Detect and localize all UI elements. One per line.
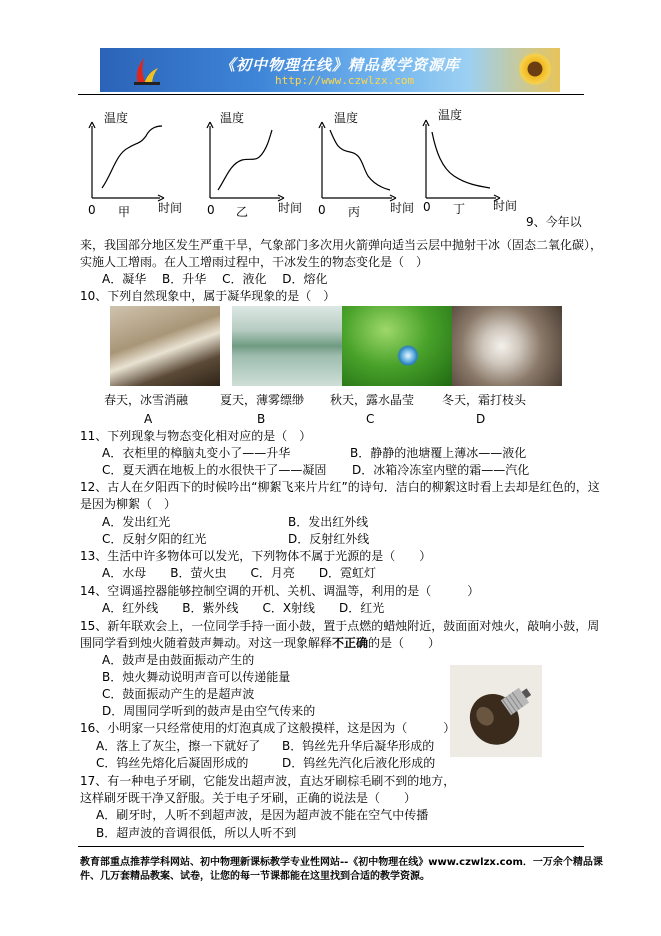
- q16-option-b: B．钨丝先升华后凝华形成的: [282, 739, 435, 753]
- q14-options: A．红外线 B．紫外线 C．X射线 D．红光: [102, 601, 385, 615]
- q11-option-a: A．衣柜里的樟脑丸变小了——升华: [102, 446, 291, 460]
- q15-option-c: C．鼓面振动产生的是超声波: [102, 687, 255, 701]
- q16-option-c: C．钨丝先熔化后凝固形成的: [96, 756, 249, 770]
- footer-line2: 件、几万套精品教案、试卷，让您的每一节课都能在这里找到合适的教学资源。: [80, 871, 430, 882]
- q10-caption-a: 春天，冰雪消融: [104, 393, 189, 407]
- q17-line1: 17、有一种电子牙刷，它能发出超声波，直达牙刷棕毛刷不到的地方，: [80, 774, 456, 788]
- footer-line1: 教育部重点推荐学科网站、初中物理新课标教学专业性网站--《初中物理在线》www.czwlzx.com．一万余个精品课: [80, 857, 603, 868]
- q17-line2: 这样刷牙既干净又舒服。关于电子牙刷，正确的说法是（ ）: [80, 791, 417, 805]
- graph-yi-origin: 0: [207, 203, 215, 217]
- q11-option-b: B．静静的池塘覆上薄冰——液化: [350, 446, 527, 460]
- q10-caption-d: 冬天，霜打枝头: [442, 393, 527, 407]
- q11-option-d: D．冰箱冷冻室内壁的霜——汽化: [352, 463, 530, 477]
- graph-yi-name: 乙: [236, 205, 249, 219]
- q10-letter-b: B: [257, 412, 266, 426]
- photo-ice-melting: [110, 306, 220, 386]
- q15-option-d: D．周围同学听到的鼓声是由空气传来的: [102, 704, 316, 718]
- graph-bing-origin: 0: [318, 203, 326, 217]
- q12-line2: 是因为柳絮（ ）: [80, 497, 177, 511]
- curve-jia: [102, 126, 162, 188]
- q13-options: A．水母 B．萤火虫 C．月亮 D．霓虹灯: [102, 566, 377, 580]
- q16-option-a: A．落上了灰尘，擦一下就好了: [96, 739, 261, 753]
- q10-letter-a: A: [144, 412, 153, 426]
- q15-line2-post: 的是（ ）: [368, 636, 441, 650]
- graph-jia-ylabel: 温度: [104, 111, 129, 125]
- q10-caption-c: 秋天，露水晶莹: [330, 393, 415, 407]
- q12-line1: 12、古人在夕阳西下的时候吟出“柳絮飞来片片红”的诗句．洁白的柳絮这时看上去却是红色的，这: [80, 480, 600, 494]
- site-logo-icon: [130, 54, 162, 86]
- q11-stem: 11、下列现象与物态变化相对应的是（ ）: [80, 429, 312, 443]
- curve-ding: [432, 132, 490, 188]
- q10-letter-d: D: [476, 412, 486, 426]
- photo-dew: [342, 306, 452, 386]
- header-banner: [100, 48, 560, 92]
- q17-option-a: A．刷牙时，人听不到超声波，是因为超声波不能在空气中传播: [96, 808, 429, 822]
- q15-line1: 15、新年联欢会上，一位同学手持一面小鼓，置于点燃的蜡烛附近，鼓面面对烛火，敲响小鼓，周: [80, 619, 600, 633]
- q10-letter-c: C: [366, 412, 375, 426]
- q12-option-c: C．反射夕阳的红光: [102, 532, 207, 546]
- blackened-bulb-image: [450, 665, 542, 757]
- graph-yi-ylabel: 温度: [220, 111, 245, 125]
- graph-jia-xlabel: 时间: [158, 201, 183, 215]
- q11-option-c: C．夏天洒在地板上的水很快干了——凝固: [102, 463, 327, 477]
- q15-line2-pre: 围同学看到烛火随着鼓声舞动。对这一现象解释: [80, 636, 333, 650]
- q14-stem: 14、空调遥控器能够控制空调的开机、关机、调温等，利用的是（ ）: [80, 584, 480, 598]
- q15-line2: [80, 636, 440, 650]
- photo-mist: [232, 306, 342, 386]
- banner-title: 《初中物理在线》精品教学资源库: [220, 56, 461, 74]
- graph-jia-origin: 0: [88, 203, 96, 217]
- photo-frost: [452, 306, 562, 386]
- graph-jia-name: 甲: [118, 205, 131, 219]
- graph-ding-name: 丁: [453, 202, 466, 216]
- q13-stem: 13、生活中许多物体可以发光，下列物体不属于光源的是（ ）: [80, 549, 432, 563]
- q9-line2: 实施人工增雨。在人工增雨过程中，干冰发生的物态变化是（ ）: [80, 255, 429, 269]
- q9-line1: 来，我国部分地区发生严重干旱，气象部门多次用火箭弹向适当云层中抛射干冰（固态二氧化碳），: [80, 238, 603, 252]
- graph-bing-ylabel: 温度: [334, 111, 359, 125]
- graph-ding-ylabel: 温度: [438, 108, 463, 122]
- banner-url: http://www.czwlzx.com: [275, 74, 415, 87]
- q15-line2-emphasis: 不正确: [332, 636, 369, 650]
- q12-option-b: B．发出红外线: [288, 515, 369, 529]
- graph-yi-xlabel: 时间: [278, 201, 303, 215]
- header-rule: [78, 94, 584, 95]
- graph-ding-xlabel: 时间: [493, 199, 518, 213]
- graph-bing-xlabel: 时间: [390, 201, 415, 215]
- graph-bing-name: 丙: [348, 205, 361, 219]
- q15-option-b: B．烛火舞动说明声音可以传递能量: [102, 670, 291, 684]
- q12-option-a: A．发出红光: [102, 515, 171, 529]
- q9-start: 9、今年以: [526, 215, 582, 229]
- curve-bing: [330, 130, 390, 190]
- q10-stem: 10、下列自然现象中，属于凝华现象的是（ ）: [80, 289, 336, 303]
- q16-option-d: D．钨丝先汽化后液化形成的: [282, 756, 436, 770]
- curve-yi: [218, 130, 272, 190]
- graph-ding-origin: 0: [423, 200, 431, 214]
- q16-stem: 16、小明家一只经常使用的灯泡真成了这般摸样，这是因为（ ）: [80, 721, 456, 735]
- q17-option-b: B．超声波的音调很低，所以人听不到: [96, 826, 297, 840]
- q10-caption-b: 夏天，薄雾缥缈: [220, 393, 305, 407]
- footer-rule: [78, 846, 584, 847]
- q9-options: A．凝华 B．升华 C．液化 D．熔化: [102, 272, 328, 286]
- sunflower-icon: [518, 52, 552, 86]
- q15-option-a: A．鼓声是由鼓面振动产生的: [102, 653, 255, 667]
- q12-option-d: D．反射红外线: [288, 532, 370, 546]
